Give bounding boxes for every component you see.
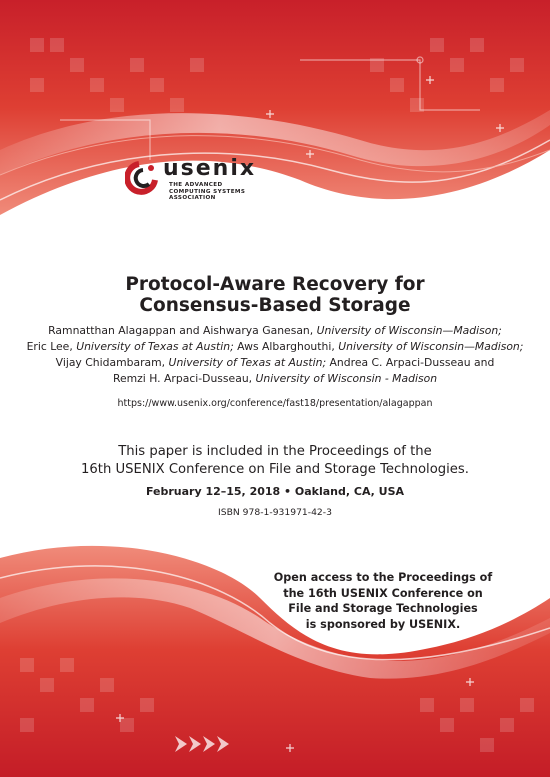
author-text: Ramnatthan Alagappan and Aishwarya Ganesan, xyxy=(48,324,317,337)
proceedings-line: 16th USENIX Conference on File and Storage Technologies. xyxy=(81,462,469,477)
isbn: ISBN 978-1-931971-42-3 xyxy=(218,507,332,518)
author-list xyxy=(10,323,540,387)
affiliation: University of Texas at Austin; xyxy=(168,356,327,369)
author-line xyxy=(56,356,495,369)
proceedings-statement xyxy=(0,443,550,479)
title-line: Consensus-Based Storage xyxy=(139,295,411,316)
author-text: Remzi H. Arpaci-Dusseau, xyxy=(112,372,256,385)
open-access-line: is sponsored by USENIX. xyxy=(305,617,461,631)
open-access-note xyxy=(272,570,494,632)
usenix-wordmark: usenix xyxy=(163,156,257,181)
affiliation: University of Wisconsin - Madison xyxy=(255,372,438,385)
author-line xyxy=(48,324,502,337)
conference-dates: February 12–15, 2018 • Oakland, CA, USA xyxy=(145,485,405,498)
author-text: Vijay Chidambaram, xyxy=(55,356,169,369)
author-line xyxy=(27,340,524,353)
open-access-line: File and Storage Technologies xyxy=(288,602,478,615)
proceedings-line: This paper is included in the Proceedings of the xyxy=(118,444,432,459)
header-decoration xyxy=(0,0,550,245)
tagline-line: THE ADVANCED xyxy=(169,182,223,188)
author-text: Aws Albarghouthi, xyxy=(233,340,339,353)
usenix-logo xyxy=(125,156,257,206)
open-access-line: Open access to the Proceedings of xyxy=(273,571,493,584)
affiliation: University of Texas at Austin; xyxy=(76,340,234,353)
author-text: Andrea C. Arpaci-Dusseau and xyxy=(326,356,495,369)
usenix-tagline xyxy=(169,182,259,202)
usenix-logo-mark xyxy=(125,160,161,200)
title-line: Protocol-Aware Recovery for xyxy=(125,274,425,295)
author-text: Eric Lee, xyxy=(26,340,77,353)
paper-title xyxy=(0,274,550,316)
affiliation: University of Wisconsin—Madison; xyxy=(316,324,502,337)
open-access-line: the 16th USENIX Conference on xyxy=(283,586,483,600)
tagline-line: ASSOCIATION xyxy=(169,195,216,202)
paper-url[interactable]: https://www.usenix.org/conference/fast18/presentation/alagappan xyxy=(117,398,433,409)
tagline-line: COMPUTING SYSTEMS xyxy=(169,188,246,195)
affiliation: University of Wisconsin—Madison; xyxy=(338,340,524,353)
author-line xyxy=(113,372,437,385)
